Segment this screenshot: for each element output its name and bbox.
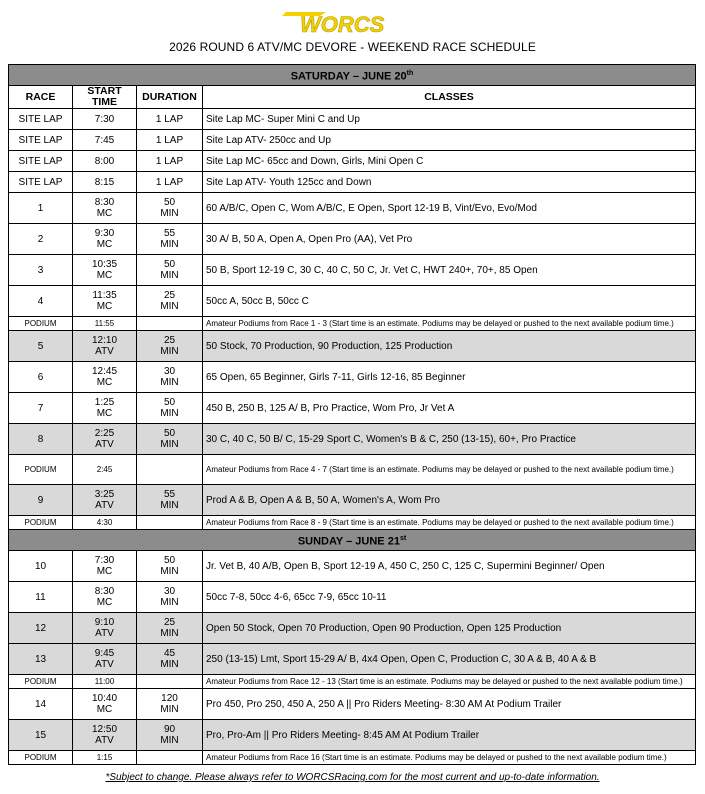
start-time-cell: 8:30 MC: [73, 582, 137, 613]
start-time-cell: 12:50 ATV: [73, 720, 137, 751]
start-time-cell: 8:30 MC: [73, 193, 137, 224]
race-cell: SITE LAP: [9, 151, 73, 172]
table-row: [9, 689, 696, 720]
podium-row: [9, 516, 696, 530]
duration-cell: [137, 317, 203, 331]
podium-row: [9, 751, 696, 765]
start-time-cell: 11:35 MC: [73, 286, 137, 317]
race-cell: 8: [9, 424, 73, 455]
table-row: [9, 130, 696, 151]
table-row: [9, 582, 696, 613]
table-row: [9, 109, 696, 130]
classes-cell: Site Lap ATV- Youth 125cc and Down: [203, 172, 696, 193]
start-time-cell: 1:25 MC: [73, 393, 137, 424]
classes-cell: 250 (13-15) Lmt, Sport 15-29 A/ B, 4x4 Open, Open C, Production C, 30 A & B, 40 A & B: [203, 644, 696, 675]
duration-cell: 50 MIN: [137, 424, 203, 455]
table-row: [9, 613, 696, 644]
classes-cell: 50 Stock, 70 Production, 90 Production, 125 Production: [203, 331, 696, 362]
podium-row: [9, 317, 696, 331]
duration-cell: 55 MIN: [137, 224, 203, 255]
race-cell: PODIUM: [9, 455, 73, 485]
duration-cell: [137, 516, 203, 530]
classes-cell: Site Lap ATV- 250cc and Up: [203, 130, 696, 151]
duration-cell: 1 LAP: [137, 109, 203, 130]
start-time-cell: 12:10 ATV: [73, 331, 137, 362]
race-cell: 1: [9, 193, 73, 224]
duration-cell: 1 LAP: [137, 172, 203, 193]
classes-cell: 50 B, Sport 12-19 C, 30 C, 40 C, 50 C, Jr. Vet C, HWT 240+, 70+, 85 Open: [203, 255, 696, 286]
duration-cell: [137, 675, 203, 689]
table-row: [9, 224, 696, 255]
start-time-cell: 12:45 MC: [73, 362, 137, 393]
classes-cell: Prod A & B, Open A & B, 50 A, Women's A, Wom Pro: [203, 485, 696, 516]
duration-cell: 25 MIN: [137, 613, 203, 644]
table-row: [9, 424, 696, 455]
start-time-cell: 4:30: [73, 516, 137, 530]
table-row: [9, 172, 696, 193]
duration-cell: 50 MIN: [137, 193, 203, 224]
race-cell: PODIUM: [9, 317, 73, 331]
classes-cell: Site Lap MC- Super Mini C and Up: [203, 109, 696, 130]
table-row: [9, 151, 696, 172]
table-row: [9, 485, 696, 516]
classes-cell: Amateur Podiums from Race 8 - 9 (Start time is an estimate. Podiums may be delayed or pushed to the next available podium time.): [203, 516, 696, 530]
duration-cell: 50 MIN: [137, 393, 203, 424]
footnote: *Subject to change. Please always refer to WORCSRacing.com for the most current and up-to-date information.: [105, 772, 600, 783]
page-title: 2026 ROUND 6 ATV/MC DEVORE - WEEKEND RACE SCHEDULE: [169, 40, 536, 54]
svg-text:WORCS: WORCS: [300, 12, 385, 36]
race-cell: 2: [9, 224, 73, 255]
duration-cell: 45 MIN: [137, 644, 203, 675]
table-row: [9, 255, 696, 286]
duration-cell: 50 MIN: [137, 551, 203, 582]
race-cell: PODIUM: [9, 516, 73, 530]
start-time-cell: 9:45 ATV: [73, 644, 137, 675]
start-time-cell: 11:00: [73, 675, 137, 689]
race-cell: 6: [9, 362, 73, 393]
race-cell: 5: [9, 331, 73, 362]
race-schedule-table: [8, 64, 696, 765]
race-cell: 9: [9, 485, 73, 516]
table-row: [9, 393, 696, 424]
classes-cell: 50cc 7-8, 50cc 4-6, 65cc 7-9, 65cc 10-11: [203, 582, 696, 613]
sunday-header: [9, 530, 696, 551]
race-cell: 12: [9, 613, 73, 644]
race-cell: SITE LAP: [9, 172, 73, 193]
table-row: [9, 720, 696, 751]
race-cell: 13: [9, 644, 73, 675]
duration-cell: 90 MIN: [137, 720, 203, 751]
duration-cell: 30 MIN: [137, 582, 203, 613]
start-time-cell: 7:30 MC: [73, 551, 137, 582]
start-time-column-header: START TIME: [73, 86, 137, 109]
classes-cell: 60 A/B/C, Open C, Wom A/B/C, E Open, Sport 12-19 B, Vint/Evo, Evo/Mod: [203, 193, 696, 224]
worcs-logo: [280, 8, 425, 36]
start-time-cell: 9:30 MC: [73, 224, 137, 255]
saturday-header: [9, 65, 696, 86]
start-time-cell: 10:35 MC: [73, 255, 137, 286]
sunday-header-label: SUNDAY – JUNE 21st: [9, 530, 696, 551]
classes-cell: Amateur Podiums from Race 1 - 3 (Start time is an estimate. Podiums may be delayed or pushed to the next available podium time.): [203, 317, 696, 331]
start-time-cell: 7:30: [73, 109, 137, 130]
race-cell: 4: [9, 286, 73, 317]
duration-column-header: DURATION: [137, 86, 203, 109]
podium-row: [9, 455, 696, 485]
saturday-header-label: SATURDAY – JUNE 20th: [9, 65, 696, 86]
race-cell: SITE LAP: [9, 109, 73, 130]
table-row: [9, 362, 696, 393]
race-cell: PODIUM: [9, 751, 73, 765]
classes-cell: 450 B, 250 B, 125 A/ B, Pro Practice, Wom Pro, Jr Vet A: [203, 393, 696, 424]
start-time-cell: 10:40 MC: [73, 689, 137, 720]
duration-cell: 25 MIN: [137, 331, 203, 362]
classes-column-header: CLASSES: [203, 86, 696, 109]
race-cell: 14: [9, 689, 73, 720]
classes-cell: Pro, Pro-Am || Pro Riders Meeting- 8:45 AM At Podium Trailer: [203, 720, 696, 751]
start-time-cell: 8:00: [73, 151, 137, 172]
classes-cell: 65 Open, 65 Beginner, Girls 7-11, Girls 12-16, 85 Beginner: [203, 362, 696, 393]
table-row: [9, 193, 696, 224]
classes-cell: 50cc A, 50cc B, 50cc C: [203, 286, 696, 317]
race-cell: 15: [9, 720, 73, 751]
classes-cell: Amateur Podiums from Race 12 - 13 (Start time is an estimate. Podiums may be delayed or pushed to the next available podium time.): [203, 675, 696, 689]
table-row: [9, 286, 696, 317]
duration-cell: 1 LAP: [137, 130, 203, 151]
duration-cell: 1 LAP: [137, 151, 203, 172]
race-cell: PODIUM: [9, 675, 73, 689]
start-time-cell: 2:45: [73, 455, 137, 485]
classes-cell: Amateur Podiums from Race 16 (Start time is an estimate. Podiums may be delayed or pushed to the next available podium time.): [203, 751, 696, 765]
classes-cell: Pro 450, Pro 250, 450 A, 250 A || Pro Riders Meeting- 8:30 AM At Podium Trailer: [203, 689, 696, 720]
race-cell: 3: [9, 255, 73, 286]
classes-cell: 30 C, 40 C, 50 B/ C, 15-29 Sport C, Women's B & C, 250 (13-15), 60+, Pro Practice: [203, 424, 696, 455]
start-time-cell: 7:45: [73, 130, 137, 151]
start-time-cell: 11:55: [73, 317, 137, 331]
duration-cell: [137, 455, 203, 485]
race-cell: 10: [9, 551, 73, 582]
podium-row: [9, 675, 696, 689]
duration-cell: [137, 751, 203, 765]
classes-cell: 30 A/ B, 50 A, Open A, Open Pro (AA), Vet Pro: [203, 224, 696, 255]
classes-cell: Jr. Vet B, 40 A/B, Open B, Sport 12-19 A, 450 C, 250 C, 125 C, Supermini Beginner/ Open: [203, 551, 696, 582]
start-time-cell: 8:15: [73, 172, 137, 193]
race-column-header: RACE: [9, 86, 73, 109]
race-cell: 7: [9, 393, 73, 424]
duration-cell: 50 MIN: [137, 255, 203, 286]
start-time-cell: 1:15: [73, 751, 137, 765]
column-header-row: [9, 86, 696, 109]
start-time-cell: 3:25 ATV: [73, 485, 137, 516]
classes-cell: Site Lap MC- 65cc and Down, Girls, Mini Open C: [203, 151, 696, 172]
classes-cell: Amateur Podiums from Race 4 - 7 (Start time is an estimate. Podiums may be delayed or pushed to the next available podium time.): [203, 455, 696, 485]
duration-cell: 55 MIN: [137, 485, 203, 516]
start-time-cell: 9:10 ATV: [73, 613, 137, 644]
table-row: [9, 331, 696, 362]
duration-cell: 30 MIN: [137, 362, 203, 393]
duration-cell: 25 MIN: [137, 286, 203, 317]
table-row: [9, 644, 696, 675]
table-row: [9, 551, 696, 582]
classes-cell: Open 50 Stock, Open 70 Production, Open 90 Production, Open 125 Production: [203, 613, 696, 644]
race-cell: 11: [9, 582, 73, 613]
start-time-cell: 2:25 ATV: [73, 424, 137, 455]
duration-cell: 120 MIN: [137, 689, 203, 720]
race-cell: SITE LAP: [9, 130, 73, 151]
